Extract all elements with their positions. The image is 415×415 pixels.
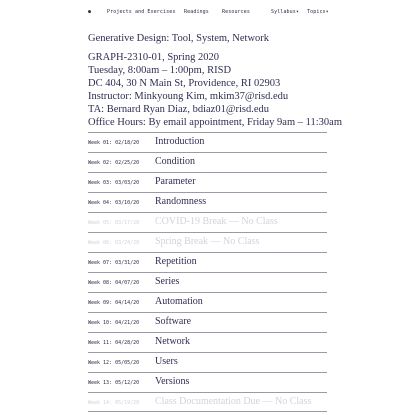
week-date: Week 02: 02/25/20 <box>88 160 140 166</box>
week-topic: COVID-19 Break — No Class <box>155 216 278 227</box>
week-date: Week 01: 02/18/20 <box>88 140 140 146</box>
week-date: Week 13: 05/12/20 <box>88 380 140 386</box>
schedule-row <box>88 232 327 252</box>
course-office-hours: Office Hours: By email appointment, Friday 9am – 11:30am <box>88 117 342 128</box>
nav-syllabus-dropdown[interactable]: Syllabus▾ <box>271 9 299 15</box>
home-dot-icon[interactable]: ● <box>88 9 92 15</box>
nav-topics-dropdown[interactable]: Topics▾ <box>307 9 329 15</box>
week-topic[interactable]: Repetition <box>155 256 197 267</box>
week-date: Week 14: 05/19/20 <box>88 400 140 406</box>
week-topic[interactable]: Parameter <box>155 176 196 187</box>
schedule-row[interactable] <box>88 312 327 332</box>
week-date: Week 07: 03/31/20 <box>88 260 140 266</box>
week-topic[interactable]: Software <box>155 316 192 327</box>
week-date: Week 11: 04/28/20 <box>88 340 140 346</box>
schedule-row[interactable] <box>88 252 327 272</box>
week-date: Week 10: 04/21/20 <box>88 320 140 326</box>
week-topic[interactable]: Network <box>155 336 190 347</box>
nav-projects-link[interactable]: Projects and Exercises <box>107 9 176 15</box>
schedule-row[interactable] <box>88 192 327 212</box>
week-topic: Class Documentation Due — No Class <box>155 396 312 407</box>
course-title: Generative Design: Tool, System, Network <box>88 33 270 44</box>
top-navigation <box>0 0 415 24</box>
course-header <box>88 32 342 129</box>
week-topic: Spring Break — No Class <box>155 236 260 247</box>
course-ta: TA: Bernard Ryan Diaz, bdiaz01@risd.edu <box>88 104 270 115</box>
week-date: Week 09: 04/14/20 <box>88 300 140 306</box>
schedule-row[interactable] <box>88 372 327 392</box>
schedule-row <box>88 212 327 232</box>
week-topic[interactable]: Series <box>155 276 180 287</box>
week-topic[interactable]: Users <box>155 356 178 367</box>
schedule-row[interactable] <box>88 332 327 352</box>
week-date: Week 08: 04/07/20 <box>88 280 140 286</box>
schedule-row[interactable] <box>88 152 327 172</box>
schedule-row[interactable] <box>88 352 327 372</box>
week-topic[interactable]: Condition <box>155 156 196 167</box>
weekly-schedule <box>88 132 327 412</box>
schedule-row[interactable] <box>88 272 327 292</box>
schedule-row[interactable] <box>88 172 327 192</box>
week-date: Week 04: 03/10/20 <box>88 200 140 206</box>
week-date: Week 03: 03/03/20 <box>88 180 140 186</box>
week-date: Week 05: 03/17/20 <box>88 220 140 226</box>
schedule-row[interactable] <box>88 292 327 312</box>
week-topic[interactable]: Introduction <box>155 136 205 147</box>
week-date: Week 12: 05/05/20 <box>88 360 140 366</box>
course-time: Tuesday, 8:00am – 1:00pm, RISD <box>88 65 232 76</box>
week-date: Week 06: 03/24/20 <box>88 240 140 246</box>
week-topic[interactable]: Randomness <box>155 196 207 207</box>
schedule-row <box>88 392 327 412</box>
course-instructor: Instructor: Minkyoung Kim, mkim37@risd.edu <box>88 91 289 102</box>
nav-readings-link[interactable]: Readings <box>184 9 209 15</box>
week-topic[interactable]: Automation <box>155 296 203 307</box>
nav-resources-link[interactable]: Resources <box>222 9 250 15</box>
schedule-row[interactable] <box>88 132 327 152</box>
course-code: GRAPH-2310-01, Spring 2020 <box>88 52 219 63</box>
week-topic[interactable]: Versions <box>155 376 190 387</box>
course-location: DC 404, 30 N Main St, Providence, RI 02903 <box>88 78 281 89</box>
